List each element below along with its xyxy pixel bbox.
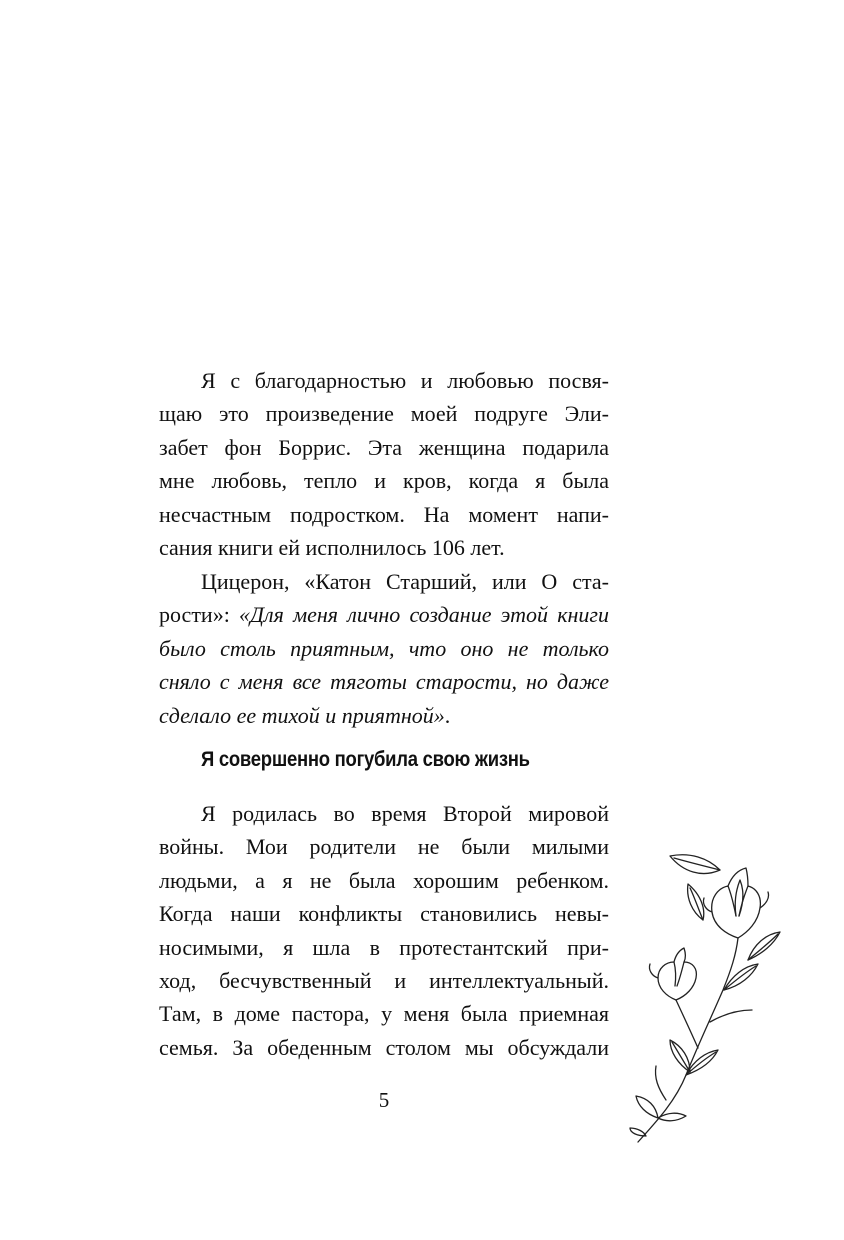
epigraph-quote-end: сделало ее тихой и приятной» [159,702,445,728]
dedication-line: несчастным подростком. На момент напи- [159,501,609,527]
dedication-paragraph [159,364,609,564]
chapter-line: семья. За обеденным столом мы обсуждали [159,1034,609,1060]
epigraph-quote-line: было столь приятным, что оно не только [159,635,609,661]
dedication-line: Я с благодарностью и любовью посвя- [201,368,609,393]
chapter-line: Я родилась во время Второй мировой [201,801,609,826]
flower-illustration-icon [628,850,788,1150]
dedication-line: забет фон Боррис. Эта женщина подарила [159,434,609,460]
dedication-line: щаю это произведение моей подруге Эли- [159,401,609,427]
epigraph-quote-start: «Для меня лично создание этой книги [239,602,609,628]
epigraph-quote-line: сняло с меня все тяготы старости, но даже [159,669,609,695]
chapter-heading: Я совершенно погубила свою жизнь [201,748,530,771]
epigraph-line: Цицерон, «Катон Старший, или О ста- [201,569,609,594]
dedication-line: сания книги ей исполнилось 106 лет. [159,534,505,560]
chapter-line: войны. Мои родители не были милыми [159,834,609,860]
epigraph-line [159,598,609,631]
chapter-line: людьми, а я не была хорошим ребенком. [159,867,609,893]
chapter-paragraph [159,797,609,1064]
epigraph-quote-line [159,699,609,732]
epigraph-prefix: рости»: [159,602,240,628]
chapter-line: носимыми, я шла в протестантский при- [159,934,609,960]
chapter-line: Когда наши конфликты становились невы- [159,901,609,927]
chapter-line: ход, бесчувственный и интеллектуальный. [159,967,609,993]
dedication-line: мне любовь, тепло и кров, когда я была [159,468,609,494]
epigraph-paragraph [159,565,609,732]
epigraph-period: . [444,702,451,728]
page-number: 5 [378,1088,390,1112]
chapter-line: Там, в доме пастора, у меня была приемная [159,1001,609,1027]
